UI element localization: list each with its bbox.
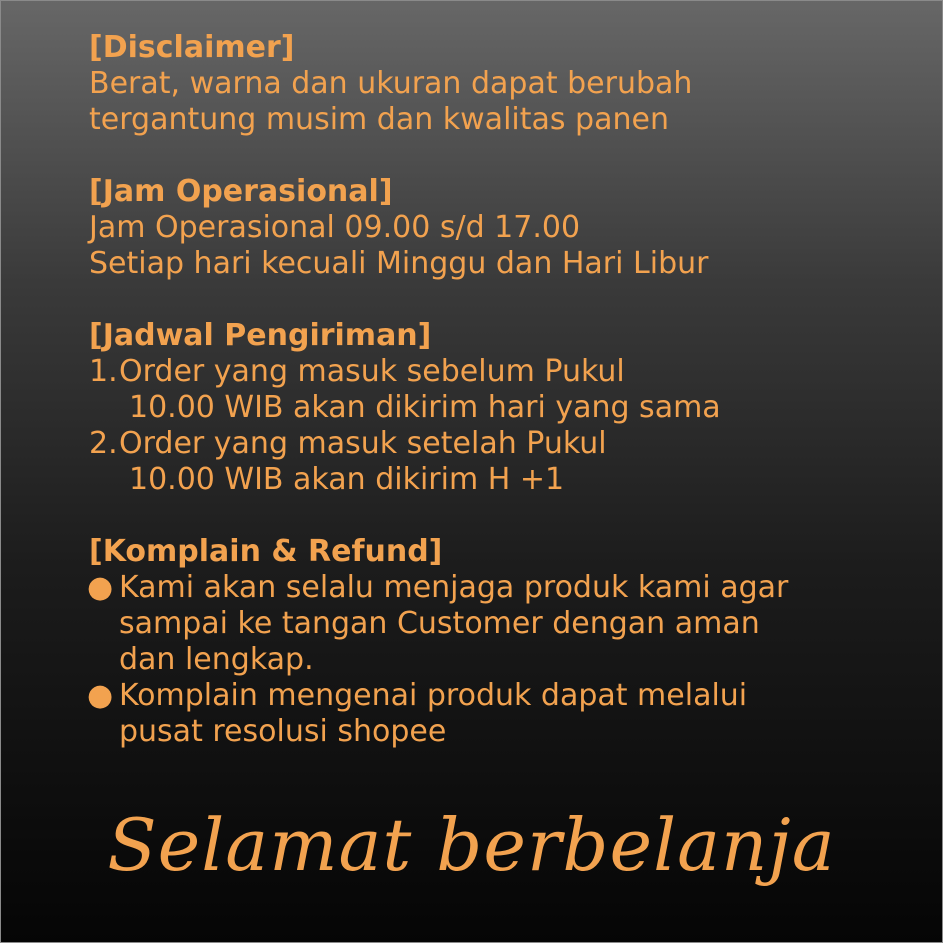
hours-heading: [Jam Operasional]: [89, 174, 393, 209]
complaint-heading: [Komplain & Refund]: [89, 534, 443, 569]
complaint-section: [89, 534, 909, 750]
shipping-list-item: [89, 426, 909, 498]
list-number: 1.: [89, 354, 118, 389]
info-content: [89, 30, 909, 786]
shipping-item-text: Order yang masuk sebelum Pukul: [119, 354, 625, 389]
complaint-item-line: sampai ke tangan Customer dengan aman: [119, 606, 760, 641]
disclaimer-section: [89, 30, 909, 138]
shipping-item-continuation: 10.00 WIB akan dikirim H +1: [129, 462, 565, 497]
hours-section: [89, 174, 909, 282]
complaint-item-line: pusat resolusi shopee: [119, 714, 447, 749]
shipping-item-text: Order yang masuk setelah Pukul: [119, 426, 607, 461]
shipping-item-continuation: 10.00 WIB akan dikirim hari yang sama: [129, 390, 721, 425]
disclaimer-line: Berat, warna dan ukuran dapat berubah: [89, 66, 693, 101]
closing-greeting: Selamat berbelanja: [107, 803, 836, 887]
shipping-list-item: [89, 354, 909, 426]
bullet-icon: ●: [87, 678, 114, 713]
complaint-list-item: [89, 678, 909, 750]
list-number: 2.: [89, 426, 118, 461]
shipping-item-first-line: [89, 354, 909, 390]
disclaimer-heading: [Disclaimer]: [89, 30, 295, 65]
disclaimer-line: tergantung musim dan kwalitas panen: [89, 102, 669, 137]
shipping-heading: [Jadwal Pengiriman]: [89, 318, 432, 353]
shipping-section: [89, 318, 909, 498]
complaint-item-line: Kami akan selalu menjaga produk kami agar: [119, 570, 789, 605]
complaint-list-item: [89, 570, 909, 678]
shipping-item-first-line: [89, 426, 909, 462]
hours-line: Setiap hari kecuali Minggu dan Hari Libur: [89, 246, 709, 281]
hours-line: Jam Operasional 09.00 s/d 17.00: [89, 210, 581, 245]
bullet-icon: ●: [87, 570, 114, 605]
complaint-item-line: dan lengkap.: [119, 642, 314, 677]
complaint-item-line: Komplain mengenai produk dapat melalui: [119, 678, 748, 713]
